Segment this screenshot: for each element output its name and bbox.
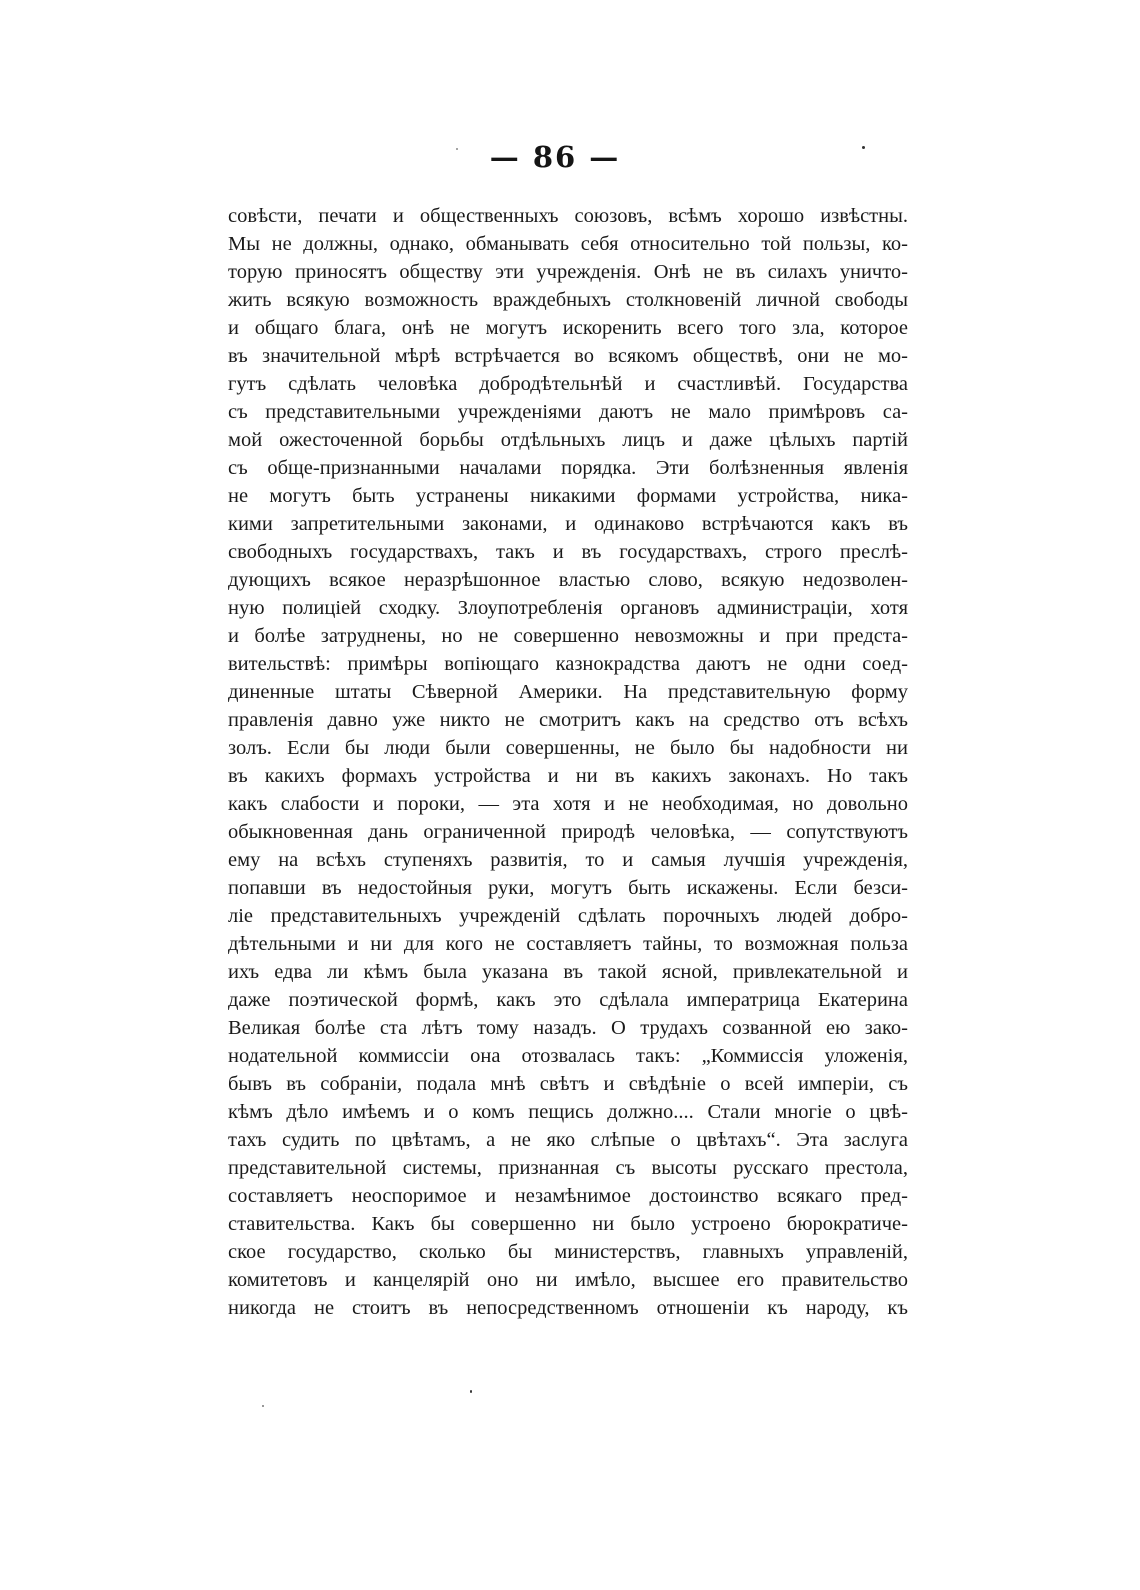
- text-line: и болѣе затруднены, но не совершенно невозможны и при предста-: [228, 625, 908, 647]
- text-line: даже поэтической формѣ, какъ это сдѣлала императрица Екатерина: [228, 989, 908, 1011]
- text-line: обыкновенная дань ограниченной природѣ человѣка, — сопутствуютъ: [228, 821, 908, 843]
- text-line: составляетъ неоспоримое и незамѣнимое достоинство всякаго пред-: [228, 1185, 908, 1207]
- text-line: Великая болѣе ста лѣтъ тому назадъ. О трудахъ созванной ею зако-: [228, 1017, 908, 1039]
- text-line: представительной системы, признанная съ высоты русскаго престола,: [228, 1157, 908, 1179]
- text-line: Мы не должны, однако, обманывать себя относительно той пользы, ко-: [228, 233, 908, 255]
- text-line: съ представительными учрежденіями даютъ не мало примѣровъ са-: [228, 401, 908, 423]
- text-line: ское государство, сколько бы министерствъ, главныхъ управленій,: [228, 1241, 908, 1263]
- text-line: какъ слабости и пороки, — эта хотя и не необходимая, но довольно: [228, 793, 908, 815]
- text-line: мой ожесточенной борьбы отдѣльныхъ лицъ и даже цѣлыхъ партій: [228, 429, 908, 451]
- text-line: ему на всѣхъ ступеняхъ развитія, то и самыя лучшія учрежденія,: [228, 849, 908, 871]
- text-line: диненные штаты Сѣверной Америки. На представительную форму: [228, 681, 908, 703]
- text-line: нодательной коммиссіи она отозвалась такъ: „Коммиссія уложенія,: [228, 1045, 908, 1067]
- text-line: въ какихъ формахъ устройства и ни въ какихъ законахъ. Но такъ: [228, 765, 908, 787]
- scan-speck: [262, 1405, 264, 1407]
- text-line: ную полиціей сходку. Злоупотребленія органовъ администраціи, хотя: [228, 597, 908, 619]
- scan-speck: [456, 148, 458, 150]
- text-line: не могутъ быть устранены никакими формами устройства, ника-: [228, 485, 908, 507]
- text-line: комитетовъ и канцелярій оно ни имѣло, высшее его правительство: [228, 1269, 908, 1291]
- text-line: правленія давно уже никто не смотритъ какъ на средство отъ всѣхъ: [228, 709, 908, 731]
- text-line: совѣсти, печати и общественныхъ союзовъ, всѣмъ хорошо извѣстны.: [228, 205, 908, 227]
- scan-speck: [862, 146, 865, 149]
- text-line: дующихъ всякое неразрѣшонное властью слово, всякую недозволен-: [228, 569, 908, 591]
- text-line: свободныхъ государствахъ, такъ и въ государствахъ, строго преслѣ-: [228, 541, 908, 563]
- text-line: ставительства. Какъ бы совершенно ни было устроено бюрократиче-: [228, 1213, 908, 1235]
- text-line: вительствѣ: примѣры вопіющаго казнокрадства даютъ не одни соед-: [228, 653, 908, 675]
- text-line: золъ. Если бы люди были совершенны, не было бы надобности ни: [228, 737, 908, 759]
- text-line: и общаго блага, онѣ не могутъ искоренить всего того зла, которое: [228, 317, 908, 339]
- text-line: жить всякую возможность враждебныхъ столкновеній личной свободы: [228, 289, 908, 311]
- text-line: никогда не стоитъ въ непосредственномъ отношеніи къ народу, къ: [228, 1297, 908, 1319]
- page-number: — 86 —: [489, 140, 621, 174]
- text-line: съ обще-признанными началами порядка. Эти болѣзненныя явленія: [228, 457, 908, 479]
- text-line: торую приносятъ обществу эти учрежденія. Онѣ не въ силахъ уничто-: [228, 261, 908, 283]
- scan-speck: [470, 1390, 472, 1393]
- text-line: бывъ въ собраніи, подала мнѣ свѣтъ и свѣдѣніе о всей имперіи, съ: [228, 1073, 908, 1095]
- text-line: въ значительной мѣрѣ встрѣчается во всякомъ обществѣ, они не мо-: [228, 345, 908, 367]
- text-line: попавши въ недостойныя руки, могутъ быть искажены. Если безси-: [228, 877, 908, 899]
- text-line: кѣмъ дѣло имѣемъ и о комъ пещись должно.... Стали многіе о цвѣ-: [228, 1101, 908, 1123]
- text-line: дѣтельными и ни для кого не составляетъ тайны, то возможная польза: [228, 933, 908, 955]
- text-line: гутъ сдѣлать человѣка добродѣтельнѣй и счастливѣй. Государства: [228, 373, 908, 395]
- text-line: ліе представительныхъ учрежденій сдѣлать порочныхъ людей добро-: [228, 905, 908, 927]
- text-line: тахъ судить по цвѣтамъ, а не яко слѣпые о цвѣтахъ“. Эта заслуга: [228, 1129, 908, 1151]
- text-line: ихъ едва ли кѣмъ была указана въ такой ясной, привлекательной и: [228, 961, 908, 983]
- text-line: кими запретительными законами, и одинаково встрѣчаются какъ въ: [228, 513, 908, 535]
- body-text: [228, 202, 908, 1322]
